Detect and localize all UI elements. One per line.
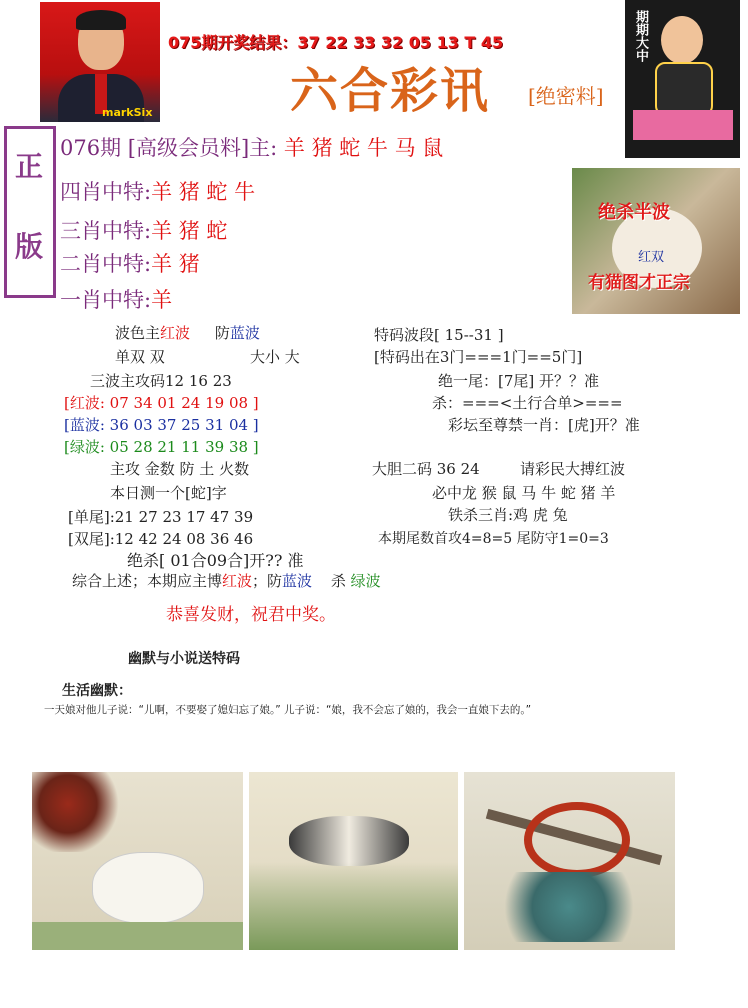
odd-even: 单双 双 [115, 348, 165, 366]
pick-label: 四肖中特: [60, 180, 152, 204]
wave-guard-value: 蓝波 [229, 324, 260, 342]
pig-painting [249, 772, 458, 950]
blue-wave-numbers: [蓝波: 36 03 37 25 31 04 ] [64, 416, 259, 434]
edition-badge [4, 126, 56, 298]
photo-caption: markSix [102, 106, 153, 119]
red-wave-numbers: [红波: 07 34 01 24 19 08 ] [64, 394, 259, 412]
cartoon-table [633, 110, 733, 140]
pick-label: 三肖中特: [60, 219, 152, 243]
kill-combo: 绝杀[ 01合09合]开?? 准 [127, 551, 304, 570]
summary-mid: ；防 [252, 572, 283, 590]
issue-line [60, 132, 443, 162]
pick-label: 一肖中特: [60, 288, 152, 312]
single-tail: [单尾]:21 27 23 17 47 39 [68, 508, 254, 526]
snake-leaves [484, 872, 654, 942]
today-char: 本日测一个[蛇]字 [110, 484, 227, 502]
cartoon-head [661, 16, 703, 64]
iron-kill: 铁杀三肖:鸡 虎 兔 [448, 506, 568, 524]
pick-value: 羊 猪 蛇 [151, 219, 228, 243]
presenter-hair [76, 10, 126, 30]
pick-value: 羊 [151, 288, 173, 312]
pick-label: 二肖中特: [60, 252, 152, 276]
cartoon-body [655, 62, 713, 116]
bold-two-tail: 请彩民大搏红波 [520, 460, 626, 478]
wave-main-value: 红波 [160, 324, 191, 342]
wave-main-line [115, 322, 260, 343]
goat-painting [32, 772, 243, 950]
goat-body [92, 852, 204, 924]
must-hit-zodiacs: 必中龙 猴 鼠 马 牛 蛇 猪 羊 [432, 484, 616, 502]
promo-cat-image [572, 168, 740, 314]
pig-grass [249, 862, 458, 950]
big-small: 大小 大 [250, 348, 300, 366]
summary-line [72, 570, 381, 591]
pick-row-1 [60, 284, 172, 314]
summary-prefix: 综合上述；本期应主博 [72, 572, 223, 590]
promo-line-3: 有猫图才正宗 [588, 273, 690, 293]
greeting: 恭喜发财，祝君中奖。 [166, 605, 336, 625]
special-door: [特码出在3门===1门==5门] [374, 348, 583, 366]
snake-body [524, 802, 630, 878]
kill-element: 杀：===<土行合单>=== [432, 394, 623, 412]
badge-char-2: 版 [15, 230, 44, 263]
summary-kill-label: 杀 [330, 572, 346, 590]
goat-leaves [32, 772, 122, 852]
pig-body [289, 816, 409, 866]
pick-value: 羊 猪 蛇 牛 [151, 180, 256, 204]
forbid-zodiac: 彩坛至尊禁一肖：[虎]开？准 [448, 416, 640, 434]
main-attack: 主攻 金数 防 土 火数 [110, 460, 250, 478]
three-wave-codes: 三波主攻码12 16 23 [90, 372, 232, 390]
badge-char-1: 正 [15, 150, 44, 183]
main-subtitle: [绝密料] [528, 84, 604, 108]
life-humor-label: 生活幽默： [62, 683, 132, 699]
pick-value: 羊 猪 [151, 252, 200, 276]
cartoon-caption: 期期大中 [633, 10, 648, 62]
summary-guard: 蓝波 [282, 572, 313, 590]
pick-row-4 [60, 176, 255, 206]
wave-main-label: 波色主 [115, 324, 161, 342]
pick-row-3 [60, 215, 227, 245]
issue-zodiacs: 羊 猪 蛇 牛 马 鼠 [283, 136, 444, 160]
promo-line-2: 红双 [638, 250, 665, 265]
issue-prefix: 076期 [高级会员料]主: [60, 136, 278, 160]
main-title: 六合彩讯 [290, 63, 491, 119]
draw-result-line: 075期开奖结果：37 22 33 32 05 13 T 45 [168, 33, 504, 52]
joke-text: 一天娘对他儿子说：“儿啊，不要娶了媳妇忘了娘。” 儿子说：“娘，我不会忘了娘的，我会一直娘下去的。” [44, 704, 532, 716]
special-segment: 特码波段[ 15--31 ] [374, 326, 504, 344]
snake-painting [464, 772, 675, 950]
joke-section-title: 幽默与小说送特码 [128, 651, 240, 667]
presenter-photo [40, 2, 160, 122]
wave-guard-label: 防 [214, 324, 230, 342]
pick-row-2 [60, 248, 200, 278]
kill-tail: 绝一尾：[7尾] 开？？准 [438, 372, 600, 390]
cartoon-image [625, 0, 740, 158]
summary-main: 红波 [222, 572, 253, 590]
bold-two-codes: 大胆二码 36 24 [372, 460, 480, 478]
green-wave-numbers: [绿波: 05 28 21 11 39 38 ] [64, 438, 259, 456]
double-tail: [双尾]:12 42 24 08 36 46 [68, 530, 254, 548]
summary-kill: 绿波 [350, 572, 381, 590]
tail-attack: 本期尾数首攻4=8=5 尾防守1=0=3 [378, 531, 609, 547]
promo-line-1: 绝杀半波 [598, 202, 670, 223]
goat-grass [32, 922, 243, 950]
